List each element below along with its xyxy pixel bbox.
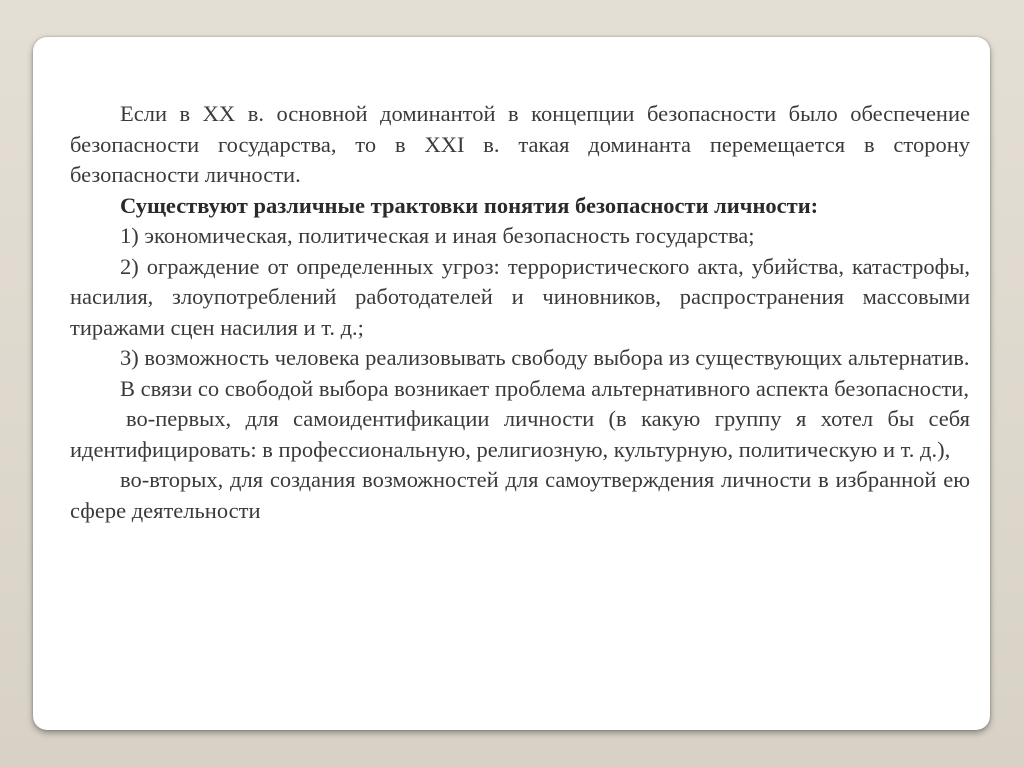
list-item-1: 1) экономическая, политическая и иная безопасность государства;: [120, 223, 755, 248]
slide-card: [33, 37, 990, 730]
paragraph-firstly: во-первых, для самоидентификации личности (в какую группу я хотел бы себя идентифицировать: в профессиональную, религиозную, культурную, политическую и т. д.),: [70, 406, 970, 462]
slide-text-body: [70, 99, 970, 526]
paragraph-choice-problem: В связи со свободой выбора возникает проблема альтернативного аспекта безопасности,: [120, 375, 969, 401]
paragraph-intro: Если в XX в. основной доминантой в концепции безопасности было обеспечение безопасности государства, то в XXI в. такая доминанта перемещается в сторону безопасности личности.: [70, 101, 970, 187]
paragraph-heading-interpretations: Существуют различные трактовки понятия безопасности личности:: [120, 192, 819, 218]
list-item-3: 3) возможность человека реализовывать свободу выбора из существующих альтернатив.: [120, 345, 970, 370]
paragraph-secondly: во-вторых, для создания возможностей для самоутверждения личности в избранной ею сфере деятельности: [70, 467, 970, 523]
list-item-2: 2) ограждение от определенных угроз: террористического акта, убийства, катастрофы, насилия, злоупотреблений работодателей и чиновников, распространения массовыми тиражами сцен насилия и т. д.;: [70, 253, 970, 340]
